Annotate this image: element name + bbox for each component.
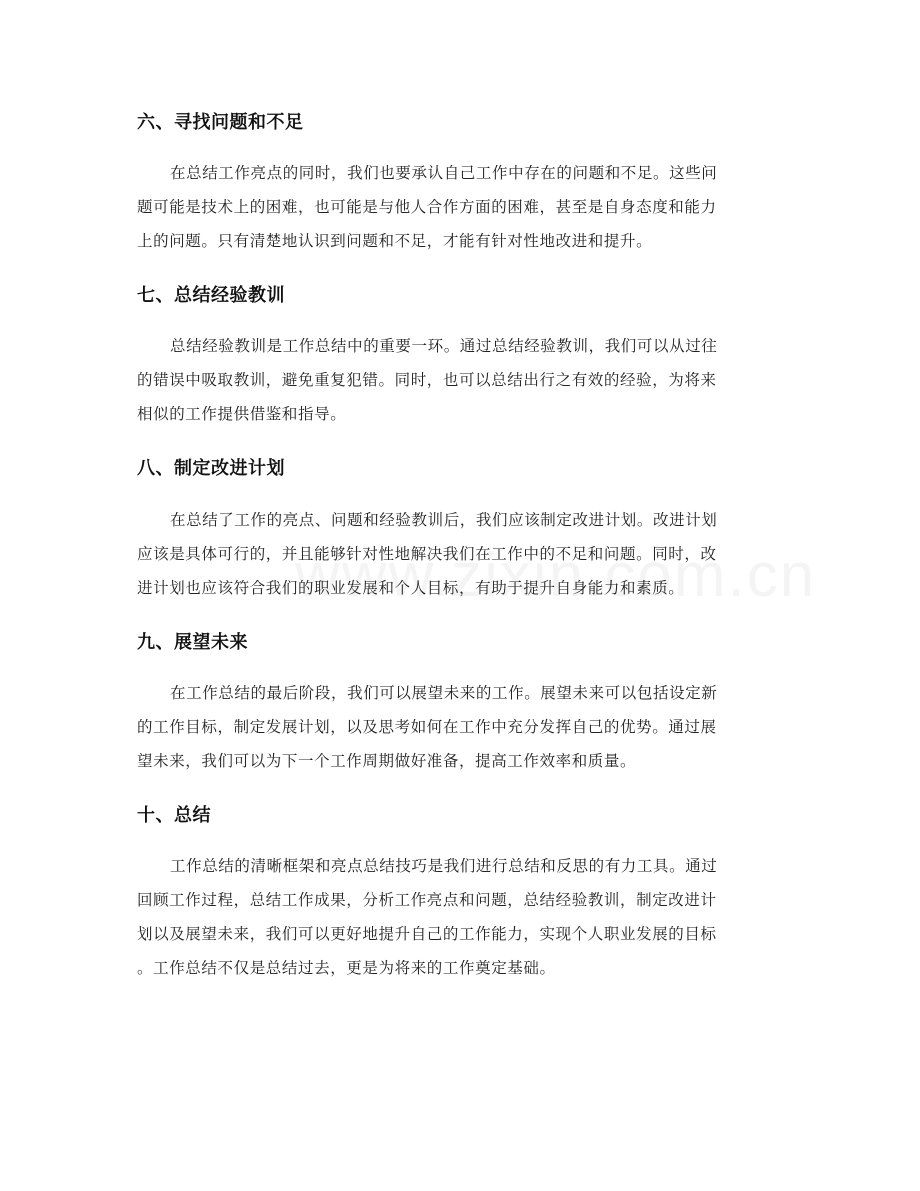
section-heading-6: 六、寻找问题和不足 (137, 112, 304, 133)
section-paragraph-6 (137, 156, 785, 258)
section-heading-8: 八、制定改进计划 (137, 458, 285, 479)
section-heading-9: 九、展望未来 (137, 632, 248, 653)
paragraph-line: 的工作目标，制定发展计划，以及思考如何在工作中充分发挥自己的优势。通过展 (137, 718, 717, 736)
paragraph-line: 上的问题。只有清楚地认识到问题和不足，才能有针对性地改进和提升。 (137, 232, 653, 250)
paragraph-line: 应该是具体可行的，并且能够针对性地解决我们在工作中的不足和问题。同时，改 (137, 545, 717, 563)
section-paragraph-7 (137, 329, 785, 431)
paragraph-line: 题可能是技术上的困难，也可能是与他人合作方面的困难，甚至是自身态度和能力 (137, 198, 717, 216)
paragraph-line: 。工作总结不仅是总结过去，更是为将来的工作奠定基础。 (137, 959, 556, 977)
paragraph-line: 工作总结的清晰框架和亮点总结技巧是我们进行总结和反思的有力工具。通过 (170, 857, 718, 875)
paragraph-line: 划以及展望未来，我们可以更好地提升自己的工作能力，实现个人职业发展的目标 (137, 925, 717, 943)
paragraph-line: 在总结工作亮点的同时，我们也要承认自己工作中存在的问题和不足。这些问 (170, 164, 718, 182)
paragraph-line: 总结经验教训是工作总结中的重要一环。通过总结经验教训，我们可以从过往 (170, 337, 718, 355)
section-paragraph-8 (137, 503, 785, 605)
paragraph-line: 在工作总结的最后阶段，我们可以展望未来的工作。展望未来可以包括设定新 (170, 684, 718, 702)
section-heading-7: 七、总结经验教训 (137, 285, 285, 306)
section-paragraph-10 (137, 849, 785, 985)
paragraph-line: 回顾工作过程，总结工作成果，分析工作亮点和问题，总结经验教训，制定改进计 (137, 891, 717, 909)
section-heading-10: 十、总结 (137, 805, 211, 826)
paragraph-line: 望未来，我们可以为下一个工作周期做好准备，提高工作效率和质量。 (137, 752, 637, 770)
paragraph-line: 在总结了工作的亮点、问题和经验教训后，我们应该制定改进计划。改进计划 (170, 511, 718, 529)
paragraph-line: 进计划也应该符合我们的职业发展和个人目标，有助于提升自身能力和素质。 (137, 579, 685, 597)
paragraph-line: 的错误中吸取教训，避免重复犯错。同时，也可以总结出行之有效的经验，为将来 (137, 371, 717, 389)
paragraph-line: 相似的工作提供借鉴和指导。 (137, 405, 347, 423)
section-paragraph-9 (137, 676, 785, 778)
